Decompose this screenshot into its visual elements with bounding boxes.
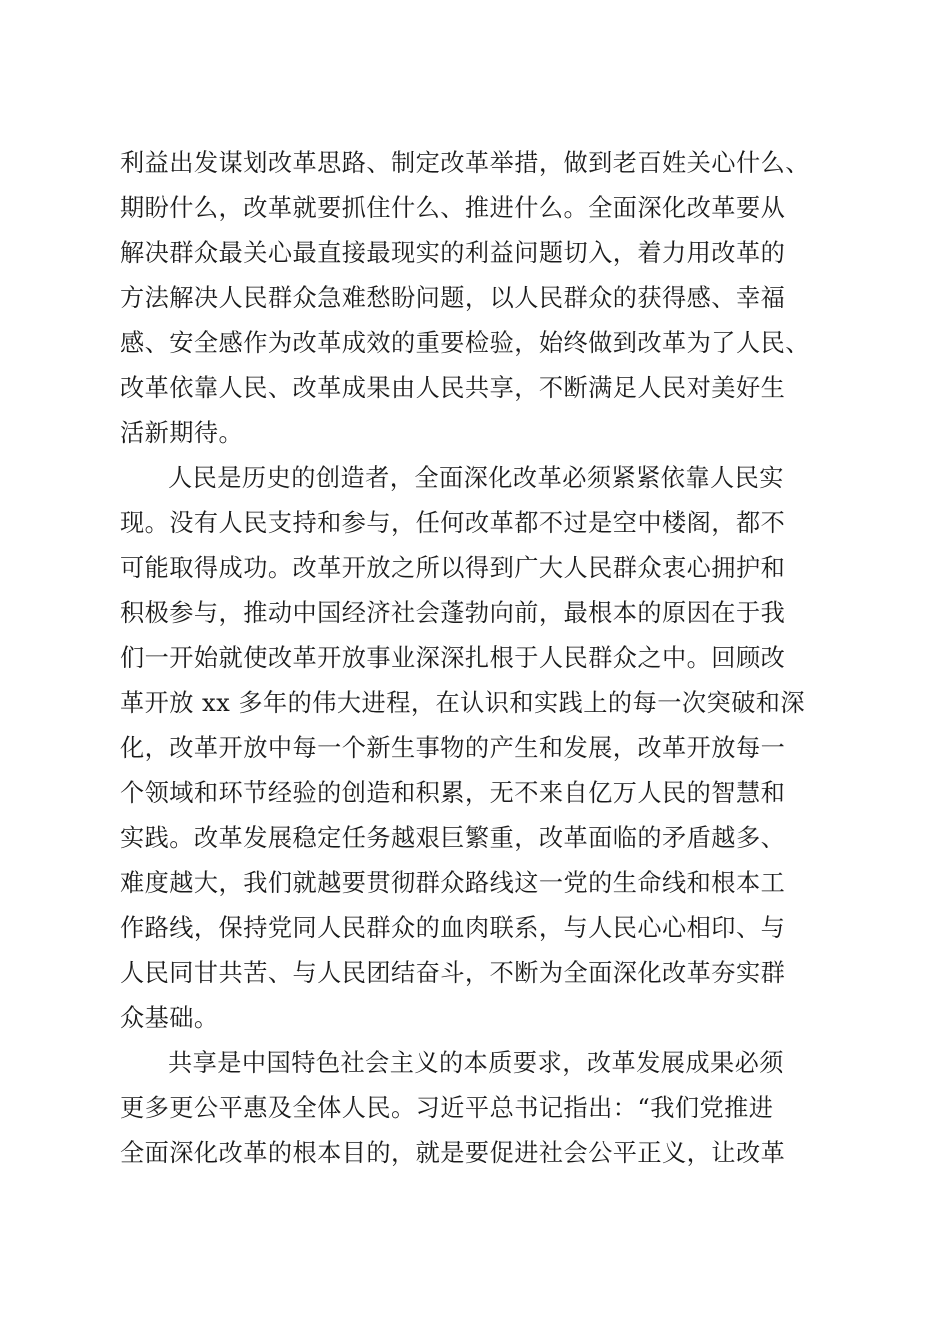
document-body (120, 141, 840, 1176)
paragraph-1-line-6: 改革依靠人民、改革成果由人民共享，不断满足人民对美好生 (120, 374, 786, 402)
paragraph-2-line-4: 积极参与，推动中国经济社会蓬勃向前，最根本的原因在于我 (120, 599, 786, 627)
paragraph-2-line-13: 众基础。 (120, 1004, 219, 1032)
paragraph-2-line-8: 个领域和环节经验的创造和积累，无不来自亿万人民的智慧和 (120, 779, 786, 807)
paragraph-2-line-6: 革开放 xx 多年的伟大进程，在认识和实践上的每一次突破和深 (120, 689, 806, 717)
paragraph-1-line-1: 利益出发谋划改革思路、制定改革举措，做到老百姓关心什么、 (120, 149, 810, 177)
paragraph-1-line-5: 感、安全感作为改革成效的重要检验，始终做到改革为了人民、 (120, 329, 810, 357)
paragraph-2-line-11: 作路线，保持党同人民群众的血肉联系，与人民心心相印、与 (120, 914, 786, 942)
paragraph-3-line-3: 全面深化改革的根本目的，就是要促进社会公平正义，让改革 (120, 1139, 786, 1167)
paragraph-3-line-2: 更多更公平惠及全体人民。习近平总书记指出：“我们党推进 (120, 1094, 774, 1122)
paragraph-2-line-7: 化，改革开放中每一个新生事物的产生和发展，改革开放每一 (120, 734, 786, 762)
paragraph-2-line-5: 们一开始就使改革开放事业深深扎根于人民群众之中。回顾改 (120, 644, 786, 672)
paragraph-1-line-3: 解决群众最关心最直接最现实的利益问题切入，着力用改革的 (120, 239, 786, 267)
paragraph-1-line-4: 方法解决人民群众急难愁盼问题，以人民群众的获得感、幸福 (120, 284, 786, 312)
paragraph-1-line-7: 活新期待。 (120, 419, 244, 447)
paragraph-1-line-2: 期盼什么，改革就要抓住什么、推进什么。全面深化改革要从 (120, 194, 786, 222)
paragraph-3-line-1: 共享是中国特色社会主义的本质要求，改革发展成果必须 (168, 1049, 784, 1077)
paragraph-2-line-10: 难度越大，我们就越要贯彻群众路线这一党的生命线和根本工 (120, 869, 786, 897)
paragraph-2-line-3: 可能取得成功。改革开放之所以得到广大人民群众衷心拥护和 (120, 554, 786, 582)
paragraph-2-line-12: 人民同甘共苦、与人民团结奋斗，不断为全面深化改革夯实群 (120, 959, 786, 987)
paragraph-2-line-2: 现。没有人民支持和参与，任何改革都不过是空中楼阁，都不 (120, 509, 786, 537)
paragraph-2-line-1: 人民是历史的创造者，全面深化改革必须紧紧依靠人民实 (168, 464, 784, 492)
paragraph-2-line-9: 实践。改革发展稳定任务越艰巨繁重，改革面临的矛盾越多、 (120, 824, 786, 852)
